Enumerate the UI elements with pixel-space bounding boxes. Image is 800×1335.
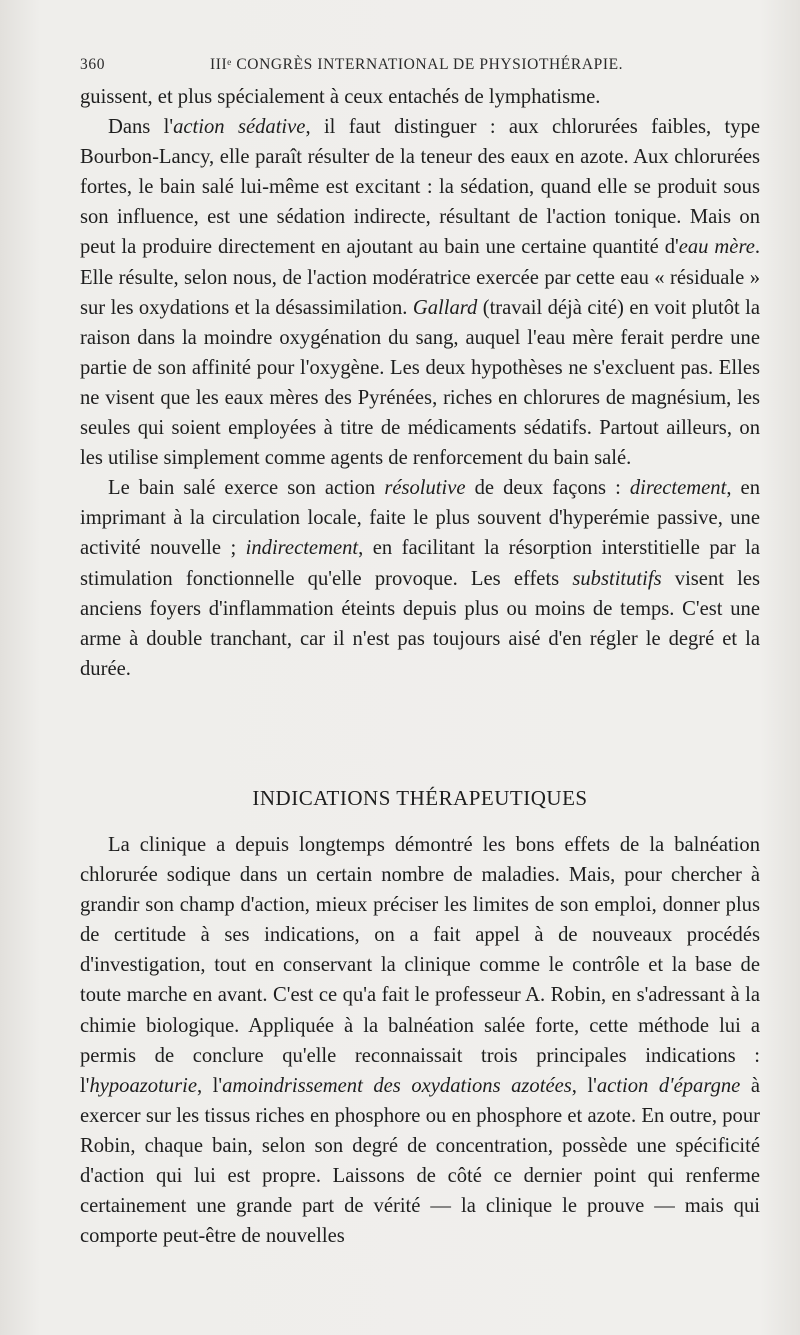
paragraph-p4 <box>80 830 760 1251</box>
italic-term: action d'épargne <box>596 1074 741 1097</box>
italic-term: amoindrissement des oxydations azotées <box>222 1074 572 1097</box>
text-run: (travail déjà cité) en voit plutôt la raison dans la moindre oxygénation du sang, auquel l'eau mère ferait perdre une partie de son affinité pour l'oxygène. Les deux hypothèses ne s'excluent pas. Elles ne visent que les eaux mères des Pyrénées, riches en chlorures de magnésium, les seules qui soient employées à titre de médicaments sédatifs. Partout ailleurs, on les utilise simplement comme agents de renforcement du bain salé. <box>80 296 760 470</box>
text-run: , l' <box>571 1074 597 1097</box>
italic-term: substitutifs <box>572 567 662 590</box>
text-run: Le bain salé exerce son action <box>108 477 385 500</box>
text-run: de deux façons : <box>465 477 630 500</box>
running-title: IIIᵉ CONGRÈS INTERNATIONAL DE PHYSIOTHÉRAPIE. <box>210 56 624 73</box>
text-run: Dans l' <box>108 116 174 139</box>
italic-term: Gallard <box>412 296 478 319</box>
italic-term: action sédative <box>173 116 306 139</box>
paragraph-p2 <box>80 112 760 473</box>
italic-term: eau mère <box>678 236 755 259</box>
text-run: , l' <box>196 1074 223 1097</box>
text-run: , en imprimant à la circulation locale, faite le plus souvent d'hyperémie passive, une activité nouvelle ; <box>80 477 760 560</box>
text-run: , en facilitant la résorption interstitielle par la stimulation fonctionnelle qu'elle provoque. Les effets <box>80 537 761 590</box>
text-run: guissent, et plus spécialement à ceux entachés de lymphatisme. <box>80 86 601 108</box>
page-number: 360 <box>80 56 106 73</box>
text-run: à exercer sur les tissus riches en phosphore ou en phosphore et azote. En outre, pour Robin, chaque bain, selon son degré de concentration, possède une spécificité d'action qui lui est propre. Laissons de côté ce dernier point qui renferme certainement une grande part de vérité — la clinique le prouve — mais qui comporte peut-être de nouvelles <box>80 1074 760 1248</box>
body-text-upper <box>80 82 760 684</box>
text-run: La clinique a depuis longtemps démontré les bons effets de la balnéation chlorurée sodique dans un certain nombre de maladies. Mais, pour chercher à grandir son champ d'action, mieux préciser les limites de son emploi, donner plus de certitude à ses indications, on a fait appel à de nouveaux procédés d'investigation, tout en conservant la clinique comme le contrôle et la base de toute marche en avant. C'est ce qu'a fait le professeur A. Robin, en s'adressant à la chimie biologique. Appliquée à la balnéation salée forte, cette méthode lui a permis de conclure qu'elle reconnaissait trois principales indications : l' <box>80 834 760 1097</box>
text-run: visent les anciens foyers d'inflammation éteints depuis plus ou moins de temps. C'est une arme à double tranchant, car il n'est pas toujours aisé d'en régler le degré et la durée. <box>80 567 760 680</box>
text-run: , il faut distinguer : aux chlorurées faibles, type Bourbon-Lancy, elle paraît résulter de la teneur des eaux en azote. Aux chlorurées fortes, le bain salé lui-même est excitant : la sédation, quand elle se produit sous son influence, est une sédation indirecte, résultant de l'action tonique. Mais on peut la produire directement en ajoutant au bain une certaine quantité d' <box>80 116 760 259</box>
italic-term: hypoazoturie <box>89 1074 197 1097</box>
italic-term: directement <box>629 477 727 500</box>
body-text-lower <box>80 830 760 1251</box>
page-header <box>80 56 760 80</box>
paragraph-p1 <box>80 82 760 112</box>
section-heading: INDICATIONS THÉRAPEUTIQUES <box>252 786 588 810</box>
italic-term: indirectement <box>245 537 359 560</box>
italic-term: résolutive <box>384 477 466 500</box>
text-run: . Elle résulte, selon nous, de l'action modératrice exercée par cette eau « résiduale » sur les oxydations et la désassimilation. <box>80 236 760 319</box>
paragraph-p3 <box>80 473 760 684</box>
